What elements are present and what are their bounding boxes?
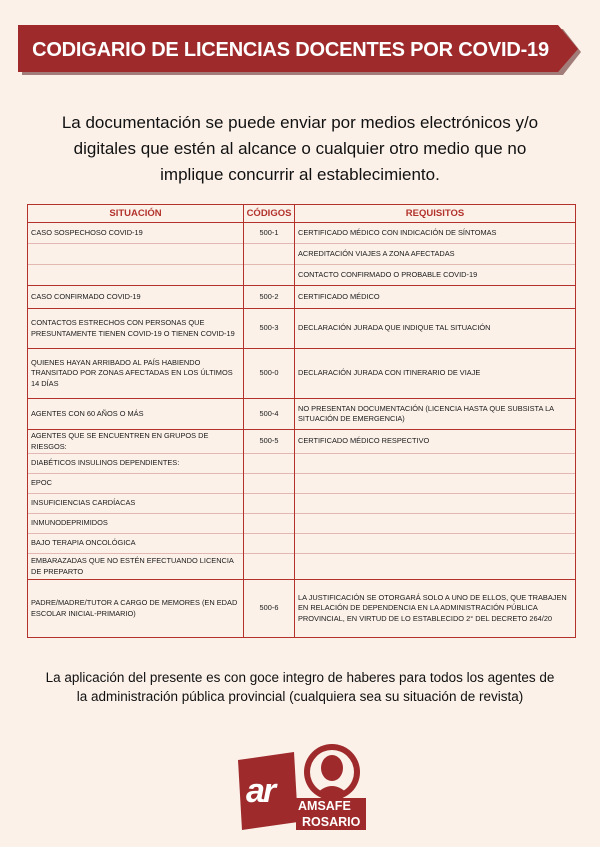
requisito-cell	[295, 454, 576, 474]
codigo-cell	[244, 244, 295, 265]
requisito-cell: CERTIFICADO MÉDICO RESPECTIVO	[295, 430, 576, 454]
situacion-cell: INSUFICIENCIAS CARDÍACAS	[28, 494, 244, 514]
situacion-cell: AGENTES CON 60 AÑOS O MÁS	[28, 399, 244, 430]
title-banner	[18, 25, 583, 75]
intro-line: La documentación se puede enviar por medios electrónicos y/o	[61, 113, 539, 132]
codigo-cell	[244, 474, 295, 494]
table-row	[28, 430, 576, 454]
codigo-cell	[244, 554, 295, 580]
requisito-cell	[295, 514, 576, 534]
situacion-cell: EMBARAZADAS QUE NO ESTÉN EFECTUANDO LICENCIA DE PREPARTO	[28, 554, 244, 580]
requisito-cell	[295, 534, 576, 554]
situacion-cell: BAJO TERAPIA ONCOLÓGICA	[28, 534, 244, 554]
codigo-cell: 500-0	[244, 349, 295, 399]
table-row	[28, 265, 576, 286]
intro-line: digitales que estén al alcance o cualquier otro medio que no	[73, 139, 527, 158]
situacion-cell: QUIENES HAYAN ARRIBADO AL PAÍS HABIENDO TRANSITADO POR ZONAS AFECTADAS EN LOS ÚLTIMOS 14 DÍAS	[28, 349, 244, 399]
header-situacion: SITUACIÓN	[28, 205, 244, 223]
codigo-cell	[244, 265, 295, 286]
table-row	[28, 286, 576, 309]
intro-paragraph	[40, 110, 560, 188]
table-header-row	[28, 205, 576, 223]
page-title: CODIGARIO DE LICENCIAS DOCENTES POR COVID-19	[32, 38, 549, 61]
codigo-cell	[244, 534, 295, 554]
codigo-cell: 500-2	[244, 286, 295, 309]
situacion-cell: AGENTES QUE SE ENCUENTREN EN GRUPOS DE RIESGOS:	[28, 430, 244, 454]
footer-line: La aplicación del presente es con goce integro de haberes para todos los agentes de	[45, 670, 555, 685]
requisito-cell: CERTIFICADO MÉDICO	[295, 286, 576, 309]
situacion-cell: INMUNODEPRIMIDOS	[28, 514, 244, 534]
requisito-cell: DECLARACIÓN JURADA QUE INDIQUE TAL SITUACIÓN	[295, 309, 576, 349]
logo-name: AMSAFE	[298, 799, 351, 813]
requisito-cell: LA JUSTIFICACIÓN SE OTORGARÁ SOLO A UNO DE ELLOS, QUE TRABAJEN EN RELACIÓN DE DEPENDENCIA EN LA ADMINISTRACIÓN PÚBLICA PROVINCIAL, EN VIRTUD DE LO ESTABLECIDO 2° DEL DECRETO 264/20	[295, 580, 576, 638]
requisito-cell: DECLARACIÓN JURADA CON ITINERARIO DE VIAJE	[295, 349, 576, 399]
codigo-cell: 500-5	[244, 430, 295, 454]
codigo-cell	[244, 454, 295, 474]
table-row	[28, 514, 576, 534]
table-row	[28, 534, 576, 554]
intro-line: implique concurrir al establecimiento.	[160, 165, 440, 184]
requisito-cell: ACREDITACIÓN VIAJES A ZONA AFECTADAS	[295, 244, 576, 265]
amsafe-logo	[232, 738, 372, 834]
codigo-cell	[244, 514, 295, 534]
table-row	[28, 454, 576, 474]
situacion-cell: DIABÉTICOS INSULINOS DEPENDIENTES:	[28, 454, 244, 474]
table-row	[28, 474, 576, 494]
requisito-cell: CERTIFICADO MÉDICO CON INDICACIÓN DE SÍNTOMAS	[295, 223, 576, 244]
header-requisitos: REQUISITOS	[295, 205, 576, 223]
situacion-cell	[28, 244, 244, 265]
requisito-cell: CONTACTO CONFIRMADO O PROBABLE COVID-19	[295, 265, 576, 286]
codigo-cell: 500-4	[244, 399, 295, 430]
footer-note	[30, 668, 570, 706]
situacion-cell: PADRE/MADRE/TUTOR A CARGO DE MEMORES (EN EDAD ESCOLAR INICIAL-PRIMARIO)	[28, 580, 244, 638]
table-row	[28, 580, 576, 638]
table-row	[28, 399, 576, 430]
situacion-cell: CASO SOSPECHOSO COVID-19	[28, 223, 244, 244]
requisito-cell	[295, 494, 576, 514]
requisito-cell	[295, 474, 576, 494]
codigo-cell: 500-6	[244, 580, 295, 638]
logo-city: ROSARIO	[302, 815, 361, 829]
table-row	[28, 309, 576, 349]
header-codigos: CÓDIGOS	[244, 205, 295, 223]
licenses-table	[27, 204, 576, 638]
table-row	[28, 244, 576, 265]
footer-line: la administración pública provincial (cualquiera sea su situación de revista)	[76, 689, 524, 704]
table-row	[28, 223, 576, 244]
table-row	[28, 349, 576, 399]
table-row	[28, 494, 576, 514]
codigo-cell: 500-3	[244, 309, 295, 349]
situacion-cell: EPOC	[28, 474, 244, 494]
logo-mark: ar	[246, 772, 275, 810]
codigo-cell: 500-1	[244, 223, 295, 244]
requisito-cell: NO PRESENTAN DOCUMENTACIÓN (LICENCIA HASTA QUE SUBSISTA LA SITUACIÓN DE EMERGENCIA)	[295, 399, 576, 430]
situacion-cell: CASO CONFIRMADO COVID-19	[28, 286, 244, 309]
situacion-cell: CONTACTOS ESTRECHOS CON PERSONAS QUE PRESUNTAMENTE TIENEN COVID-19 O TIENEN COVID-19	[28, 309, 244, 349]
requisito-cell	[295, 554, 576, 580]
codigo-cell	[244, 494, 295, 514]
table-row	[28, 554, 576, 580]
situacion-cell	[28, 265, 244, 286]
